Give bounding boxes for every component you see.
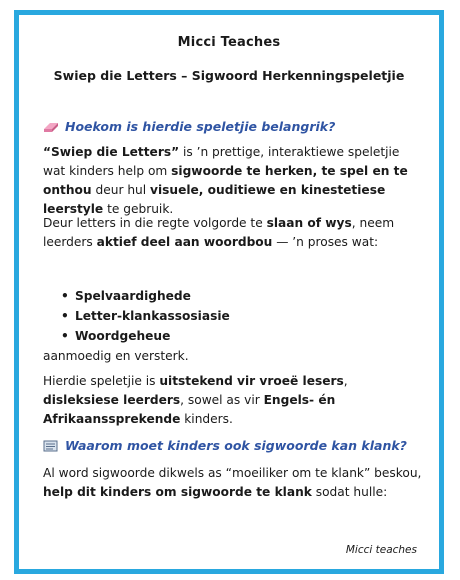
page-frame: [14, 10, 444, 574]
document-page: [19, 15, 439, 569]
list-item: • Spelvaardighede: [61, 286, 230, 306]
paragraph-phonics: Al word sigwoorde dikwels as “moeiliker om te klank” beskou, help dit kinders om sigwoorde te klank sodat hulle:: [43, 466, 422, 499]
paragraph-process: Deur letters in die regte volgorde te slaan of wys, neem leerders aktief deel aan woordbou — ’n proses wat:: [43, 216, 395, 249]
list-item: • Letter-klankassosiasie: [61, 306, 230, 326]
paragraph-audience: Hierdie speletjie is uitstekend vir vroeë lesers, disleksiese leerders, sowel as vir Engels- én Afrikaanssprekende kinders.: [43, 374, 348, 426]
brand-title: Micci Teaches: [177, 35, 281, 50]
section-heading-importance: [43, 119, 335, 134]
paragraph-intro: “Swiep die Letters” is ’n prettige, interaktiewe speletjie wat kinders help om sigwoorde te herken, te spel en te onthou deur hul visuele, ouditiewe en kinestetiese leerstyle te gebruik.: [43, 145, 408, 216]
section-heading-text: Hoekom is hierdie speletjie belangrik?: [65, 119, 336, 134]
skills-list: [61, 286, 230, 346]
section-heading-text: Waarom moet kinders ook sigwoorde kan klank?: [65, 438, 407, 453]
eraser-icon: [43, 121, 59, 133]
signature: Micci teaches: [345, 544, 417, 556]
notepad-icon: [43, 440, 59, 452]
section-heading-phonics: [43, 438, 407, 453]
document-subtitle: Swiep die Letters – Sigwoord Herkenningspeletjie: [53, 68, 405, 83]
paragraph-encourage: aanmoedig en versterk.: [43, 349, 189, 363]
list-item: • Woordgeheue: [61, 326, 230, 346]
